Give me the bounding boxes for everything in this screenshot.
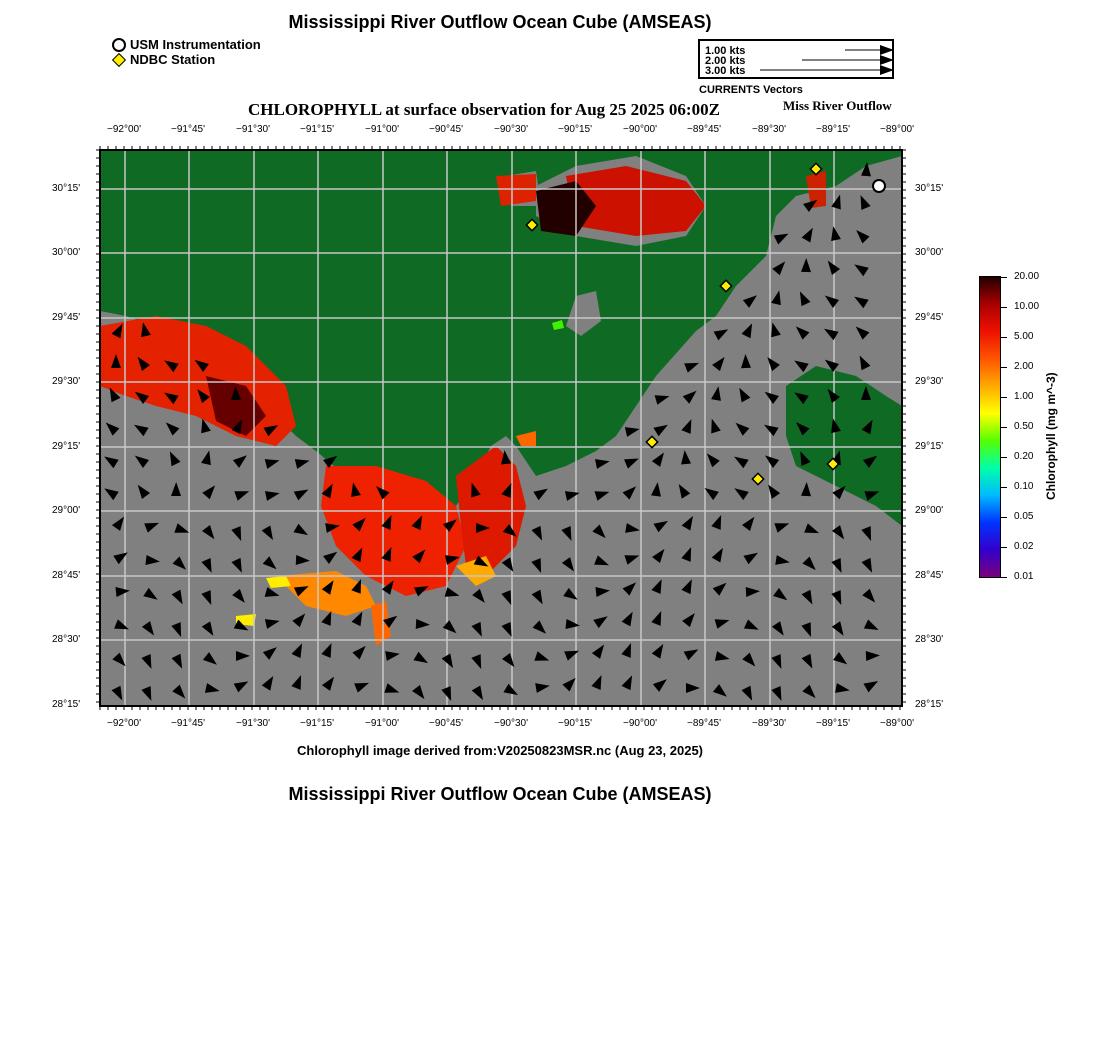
lon-tick-label: −90°45' xyxy=(429,124,463,135)
colorbar-tick-label: 2.00 xyxy=(1014,361,1034,372)
colorbar-tick-label: 10.00 xyxy=(1014,301,1040,312)
vector-caption: CURRENTS Vectors xyxy=(699,84,803,96)
lon-tick-label: −91°15' xyxy=(300,718,334,729)
colorbar-tick-mark xyxy=(1001,367,1007,368)
colorbar-tick-label: 1.00 xyxy=(1014,391,1034,402)
lat-tick-label: 29°30' xyxy=(915,376,944,387)
region-label: Miss River Outflow xyxy=(783,98,892,113)
lat-tick-label: 28°15' xyxy=(915,699,944,710)
lat-tick-label: 28°15' xyxy=(52,699,81,710)
colorbar-tick-mark xyxy=(1001,427,1007,428)
vector-label-3: 3.00 kts xyxy=(705,65,746,77)
lon-tick-label: −92°00' xyxy=(107,124,141,135)
page-title: Mississippi River Outflow Ocean Cube (AMSEAS) xyxy=(288,12,712,32)
map-panel xyxy=(96,146,906,710)
colorbar-tick-label: 0.20 xyxy=(1014,451,1034,462)
vector-scale-arrows xyxy=(700,41,896,81)
lon-tick-label: −91°45' xyxy=(171,124,205,135)
colorbar-tick-label: 5.00 xyxy=(1014,331,1034,342)
lon-tick-label: −90°00' xyxy=(623,124,657,135)
lon-tick-label: −91°00' xyxy=(365,718,399,729)
footer-title: Mississippi River Outflow Ocean Cube (AMSEAS) xyxy=(288,784,712,804)
lat-tick-label: 28°30' xyxy=(52,634,81,645)
lon-tick-label: −89°00' xyxy=(880,718,914,729)
lat-tick-label: 29°45' xyxy=(915,312,944,323)
vector-scale-box xyxy=(698,39,894,79)
lon-tick-label: −90°30' xyxy=(494,124,528,135)
lat-tick-label: 29°15' xyxy=(915,441,944,452)
lon-tick-label: −91°30' xyxy=(236,124,270,135)
colorbar-tick-mark xyxy=(1001,397,1007,398)
lat-tick-label: 29°15' xyxy=(52,441,81,452)
legend-usm-label: USM Instrumentation xyxy=(130,37,261,52)
colorbar-tick-mark xyxy=(1001,547,1007,548)
colorbar-tick-mark xyxy=(1001,487,1007,488)
colorbar-label: Chlorophyll (mg m^-3) xyxy=(1044,372,1058,500)
lon-tick-label: −92°00' xyxy=(107,718,141,729)
colorbar-tick-mark xyxy=(1001,337,1007,338)
usm-circle-icon xyxy=(112,38,126,52)
vector-label-2: 2.00 kts xyxy=(705,55,746,67)
colorbar-tick-label: 0.50 xyxy=(1014,421,1034,432)
lon-tick-label: −89°15' xyxy=(816,718,850,729)
colorbar-tick-mark xyxy=(1001,457,1007,458)
lon-tick-label: −89°15' xyxy=(816,124,850,135)
legend-usm xyxy=(112,37,261,52)
colorbar-tick-mark xyxy=(1001,277,1007,278)
colorbar-tick-label: 0.01 xyxy=(1014,571,1034,582)
lon-tick-label: −91°45' xyxy=(171,718,205,729)
lat-tick-label: 28°30' xyxy=(915,634,944,645)
vector-label-1: 1.00 kts xyxy=(705,45,746,57)
colorbar-tick-label: 0.05 xyxy=(1014,511,1034,522)
colorbar-tick-mark xyxy=(1001,307,1007,308)
colorbar-tick-label: 0.02 xyxy=(1014,541,1034,552)
lat-tick-label: 30°00' xyxy=(915,247,944,258)
lon-tick-label: −89°30' xyxy=(752,124,786,135)
lat-tick-label: 30°15' xyxy=(915,183,944,194)
lon-tick-label: −89°45' xyxy=(687,718,721,729)
lat-tick-label: 29°30' xyxy=(52,376,81,387)
source-note: Chlorophyll image derived from:V20250823MSR.nc (Aug 23, 2025) xyxy=(296,743,704,758)
colorbar xyxy=(979,276,1001,578)
lon-tick-label: −90°15' xyxy=(558,718,592,729)
lon-tick-label: −91°30' xyxy=(236,718,270,729)
lat-tick-label: 30°00' xyxy=(52,247,81,258)
legend-ndbc xyxy=(112,52,215,67)
lat-tick-label: 29°00' xyxy=(52,505,81,516)
colorbar-tick-label: 20.00 xyxy=(1014,271,1040,282)
lat-tick-label: 28°45' xyxy=(52,570,81,581)
map-title: CHLOROPHYLL at surface observation for Aug 25 2025 06:00Z xyxy=(248,100,720,119)
ndbc-diamond-icon xyxy=(112,52,126,66)
colorbar-tick-mark xyxy=(1001,517,1007,518)
lat-tick-label: 30°15' xyxy=(52,183,81,194)
lat-tick-label: 29°45' xyxy=(52,312,81,323)
lon-tick-label: −90°30' xyxy=(494,718,528,729)
lon-tick-label: −90°00' xyxy=(623,718,657,729)
colorbar-tick-mark xyxy=(1001,577,1007,578)
lon-tick-label: −91°00' xyxy=(365,124,399,135)
lat-tick-label: 28°45' xyxy=(915,570,944,581)
colorbar-tick-label: 0.10 xyxy=(1014,481,1034,492)
usm-instrument[interactable] xyxy=(873,180,885,192)
lon-tick-label: −89°00' xyxy=(880,124,914,135)
lon-tick-label: −90°15' xyxy=(558,124,592,135)
legend-ndbc-label: NDBC Station xyxy=(130,52,216,67)
lat-tick-label: 29°00' xyxy=(915,505,944,516)
lon-tick-label: −91°15' xyxy=(300,124,334,135)
lon-tick-label: −90°45' xyxy=(429,718,463,729)
lon-tick-label: −89°30' xyxy=(752,718,786,729)
lon-tick-label: −89°45' xyxy=(687,124,721,135)
